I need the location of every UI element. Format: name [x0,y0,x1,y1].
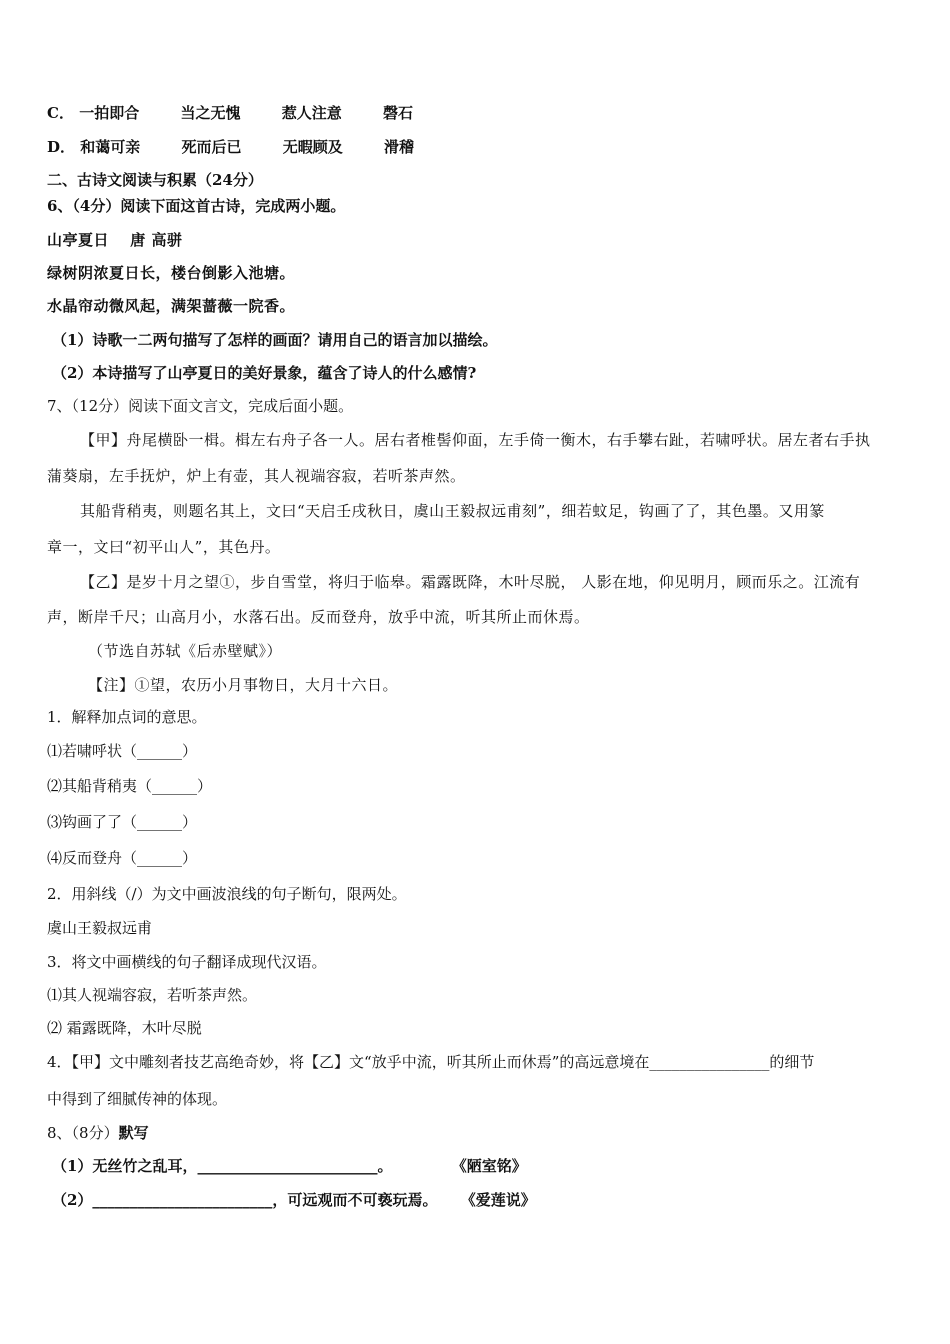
option-c-item: 惹人注意 [281,104,342,122]
passage-source: （节选自苏轼《后赤壁赋》） [88,642,283,660]
passage-yi-line: 【乙】是岁十月之望①，步自雪堂，将归于临皋。霜露既降，木叶尽脱， 人影在地，仰见明月，顾而乐之。江流有 [80,573,861,591]
translate-item: ⑴其人视端容寂，若听茶声然。 [47,986,258,1004]
recite-source: 《爱莲说》 [460,1191,536,1209]
question-6-heading: 6、（4分）阅读下面这首古诗，完成两小题。 [47,197,346,215]
option-c-item: 当之无愧 [180,104,241,122]
blank-item: ⑷反而登舟（______） [47,849,198,867]
section-title: 二、古诗文阅读与积累（24分） [47,171,263,189]
passage-jia-line: 其船背稍夷，则题名其上，文曰“天启壬戌秋日，虞山王毅叔远甫刻”，细若蚊足，钩画了了，其色墨。又用篆 [80,502,825,520]
option-d-item: 无暇顾及 [282,138,343,156]
blank-item: ⑴若啸呼状（______） [47,742,198,760]
subquestion-4: 4．【甲】文中雕刻者技艺高绝奇妙，将【乙】文“放乎中流，听其所止而休焉”的高远意境在________________的细节 [47,1053,815,1071]
passage-yi-line: 声，断岸千尺；山高月小，水落石出。反而登舟，放乎中流，听其所止而休焉。 [47,608,590,626]
translate-item: ⑵ 霜露既降，木叶尽脱 [47,1019,202,1037]
question-6-sub1: （1）诗歌一二两句描写了怎样的画面？请用自己的语言加以描绘。 [52,331,498,349]
recite-text: （1）无丝竹之乱耳，________________________。 [52,1157,393,1175]
question-7-heading: 7、（12分）阅读下面文言文，完成后面小题。 [47,397,354,415]
option-c-item: 一拍即合 [79,104,140,122]
subquestion-4-cont: 中得到了细腻传神的体现。 [47,1090,228,1108]
option-d [47,137,414,157]
passage-jia-line: 蒲葵扇，左手抚炉，炉上有壶，其人视端容寂，若听茶声然。 [47,467,466,485]
passage-jia-line: 【甲】舟尾横卧一楫。楫左右舟子各一人。居右者椎髻仰面，左手倚一衡木，右手攀右趾，若啸呼状。居左者右手执 [80,431,871,449]
recite-source: 《陋室铭》 [451,1157,527,1175]
passage-note: 【注】①望，农历小月事物日，大月十六日。 [88,676,399,694]
subquestion-2-text: 虞山王毅叔远甫 [47,919,153,937]
recite-line-2 [52,1190,536,1210]
option-c [47,103,413,123]
poem-line: 水晶帘动微风起，满架蔷薇一院香。 [47,297,296,315]
question-8-number: 8、（8分） [47,1124,119,1142]
option-d-item: 死而后已 [181,138,242,156]
subquestion-2: 2．用斜线（/）为文中画波浪线的句子断句，限两处。 [47,885,407,903]
blank-item: ⑵其船背稍夷（______） [47,777,213,795]
option-c-item: 磬石 [382,104,413,122]
question-6-sub2: （2）本诗描写了山亭夏日的美好景象，蕴含了诗人的什么感情? [52,364,477,382]
passage-jia-line: 章一，文曰“初平山人”，其色丹。 [47,538,281,556]
blank-item: ⑶钩画了了（______） [47,813,198,831]
poem-title: 山亭夏日 唐 高骈 [47,231,183,249]
option-c-label: C． [47,104,74,122]
option-d-label: D． [47,138,76,156]
subquestion-1: 1．解释加点词的意思。 [47,708,207,726]
option-d-item: 和蔼可亲 [80,138,141,156]
recite-text: （2）________________________，可远观而不可亵玩焉。 [52,1191,438,1209]
poem-line: 绿树阴浓夏日长，楼台倒影入池塘。 [47,264,296,282]
question-8-heading [47,1123,149,1143]
option-d-item: 滑稽 [384,138,415,156]
recite-line-1 [52,1156,527,1176]
question-8-title: 默写 [118,1124,149,1142]
subquestion-3: 3．将文中画横线的句子翻译成现代汉语。 [47,953,327,971]
